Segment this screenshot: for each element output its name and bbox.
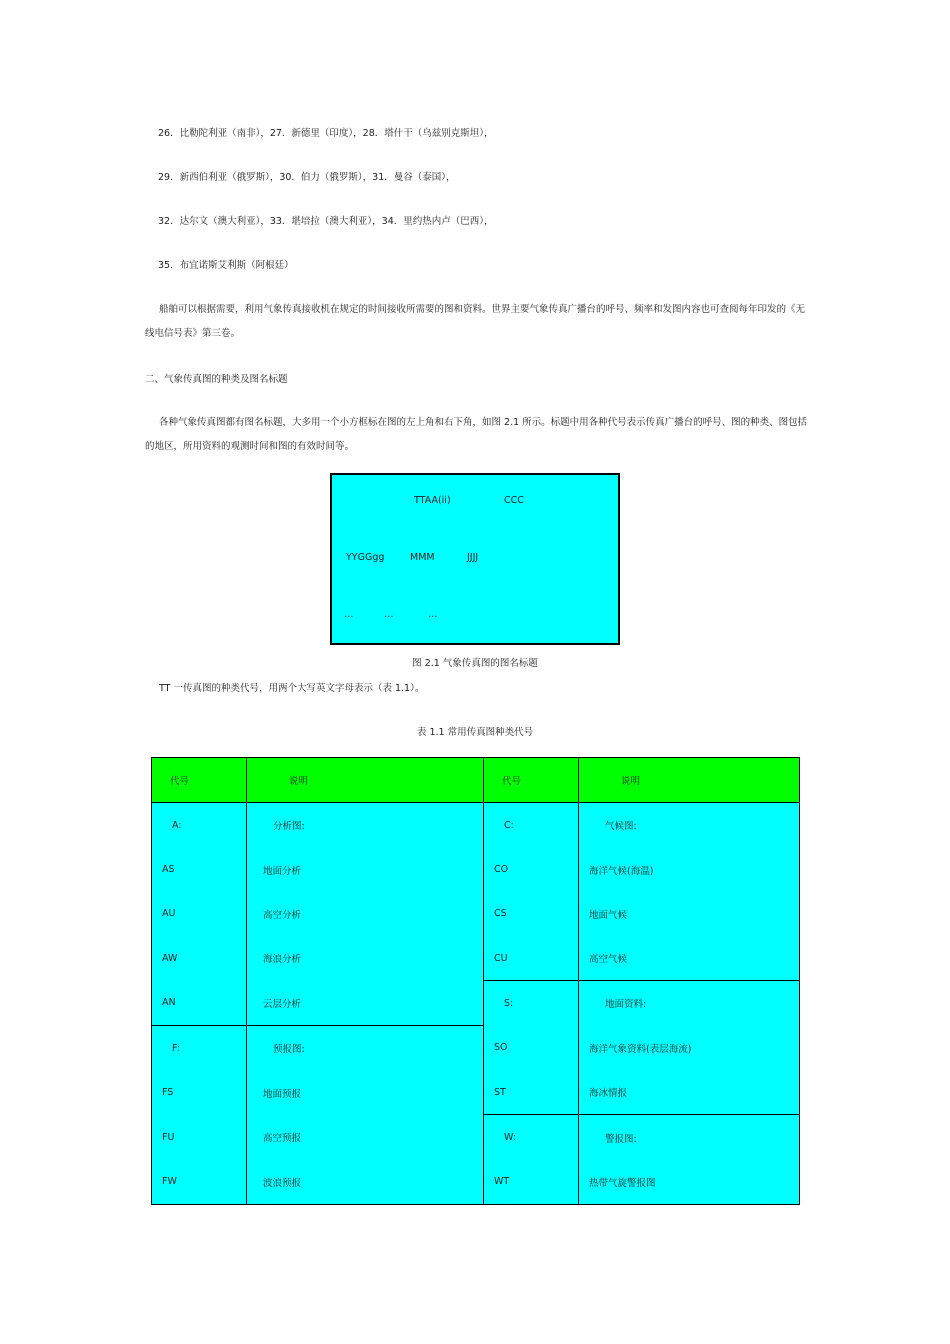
table-header-desc-1: 说明: [247, 758, 484, 803]
table-cell-desc: 高空气候: [579, 936, 800, 981]
table-cell-desc: 警报图:: [579, 1115, 800, 1160]
figure-code-ttaa: TTAA(ii): [414, 495, 451, 506]
table-row: [152, 848, 800, 892]
paragraph-receiving: [145, 298, 810, 346]
table-cell-desc: 气候图:: [579, 803, 800, 848]
table-cell-desc: 高空预报: [247, 1115, 484, 1160]
table-cell-code: A:: [152, 803, 247, 848]
figure-caption: 图 2.1 气象传真图的图名标题: [412, 658, 538, 669]
table-cell-desc: 地面资料:: [579, 981, 800, 1026]
table-cell-desc: 海洋气象资料(表层海流): [579, 1025, 800, 1070]
table-row: [152, 1115, 800, 1160]
figure-ellipsis-3: …: [428, 609, 438, 620]
table-row: [152, 892, 800, 936]
station-line-2: 29．新西伯利亚（俄罗斯），30．伯力（俄罗斯），31．曼谷（泰国），: [158, 172, 456, 183]
paragraph-title-codes: [145, 411, 810, 459]
table-header-row: [152, 758, 800, 803]
figure-code-ccc: CCC: [504, 495, 524, 506]
table-cell-desc: 云层分析: [247, 981, 484, 1026]
table-cell-code: CU: [484, 936, 579, 981]
table-cell-code: ST: [484, 1070, 579, 1115]
station-line-3: 32．达尔文（澳大利亚），33．堪培拉（澳大利亚），34．里约热内卢（巴西），: [158, 216, 494, 227]
table-cell-code: F:: [152, 1025, 247, 1070]
table-caption: 表 1.1 常用传真图种类代号: [416, 727, 534, 738]
table-cell-code: C:: [484, 803, 579, 848]
figure-code-yygggg: YYGGgg: [346, 552, 385, 563]
figure-code-mmm: MMM: [410, 552, 435, 563]
fax-chart-code-table: [151, 757, 800, 1205]
table-row: [152, 803, 800, 848]
table-cell-code: S:: [484, 981, 579, 1026]
table-cell-code: AN: [152, 981, 247, 1026]
figure-code-jjjj: JJJJ: [467, 552, 479, 563]
table-cell-desc: 预报图:: [247, 1025, 484, 1070]
figure-ellipsis-2: …: [384, 609, 394, 620]
tt-description: TT 一传真图的种类代号，用两个大写英文字母表示（表 1.1）。: [159, 683, 425, 694]
table-cell-code: WT: [484, 1160, 579, 1205]
table-cell-code: W:: [484, 1115, 579, 1160]
table-cell-desc: 海浪分析: [247, 936, 484, 981]
table-cell-desc: 海洋气候(海温): [579, 848, 800, 892]
table-cell-code: FU: [152, 1115, 247, 1160]
table-cell-code: FW: [152, 1160, 247, 1205]
table-cell-code: SO: [484, 1025, 579, 1070]
table-row: [152, 1160, 800, 1205]
table-cell-desc: 地面气候: [579, 892, 800, 936]
table-row: [152, 1025, 800, 1070]
table-cell-desc: 海冰情报: [579, 1070, 800, 1115]
table-header-code-2: 代号: [484, 758, 579, 803]
table-header-code-1: 代号: [152, 758, 247, 803]
table-cell-code: FS: [152, 1070, 247, 1115]
paragraph-title-codes-text: 各种气象传真图都有图名标题，大多用一个小方框标在图的左上角和右下角，如图 2.1 所示。标题中用各种代号表示传真广播台的呼号、图的种类、图包括的地区，所用资料的观测时间和图的有效时间等。: [145, 417, 808, 452]
table-cell-code: AS: [152, 848, 247, 892]
table-cell-desc: 波浪预报: [247, 1160, 484, 1205]
table-cell-desc: 分析图:: [247, 803, 484, 848]
table-row: [152, 1070, 800, 1115]
table-cell-code: CS: [484, 892, 579, 936]
table-cell-code: CO: [484, 848, 579, 892]
station-line-4: 35．布宜诺斯艾利斯（阿根廷）: [158, 260, 294, 271]
table-row: [152, 936, 800, 981]
station-line-1: 26．比勒陀利亚（南非），27．新德里（印度），28．塔什干（乌兹别克斯坦），: [158, 128, 494, 139]
table-row: [152, 981, 800, 1026]
figure-title-box: [330, 473, 620, 645]
table-cell-code: AU: [152, 892, 247, 936]
figure-ellipsis-1: …: [344, 609, 354, 620]
section-heading: 二、气象传真图的种类及图名标题: [145, 374, 288, 385]
table-cell-code: AW: [152, 936, 247, 981]
table-header-desc-2: 说明: [579, 758, 800, 803]
table-cell-desc: 地面分析: [247, 848, 484, 892]
table-cell-desc: 地面预报: [247, 1070, 484, 1115]
table-cell-desc: 高空分析: [247, 892, 484, 936]
paragraph-receiving-text: 船舶可以根据需要，利用气象传真接收机在规定的时间接收所需要的图和资料。世界主要气象传真广播台的呼号、频率和发图内容也可查阅每年印发的《无线电信号表》第三卷。: [145, 304, 806, 339]
table-cell-desc: 热带气旋警报图: [579, 1160, 800, 1205]
